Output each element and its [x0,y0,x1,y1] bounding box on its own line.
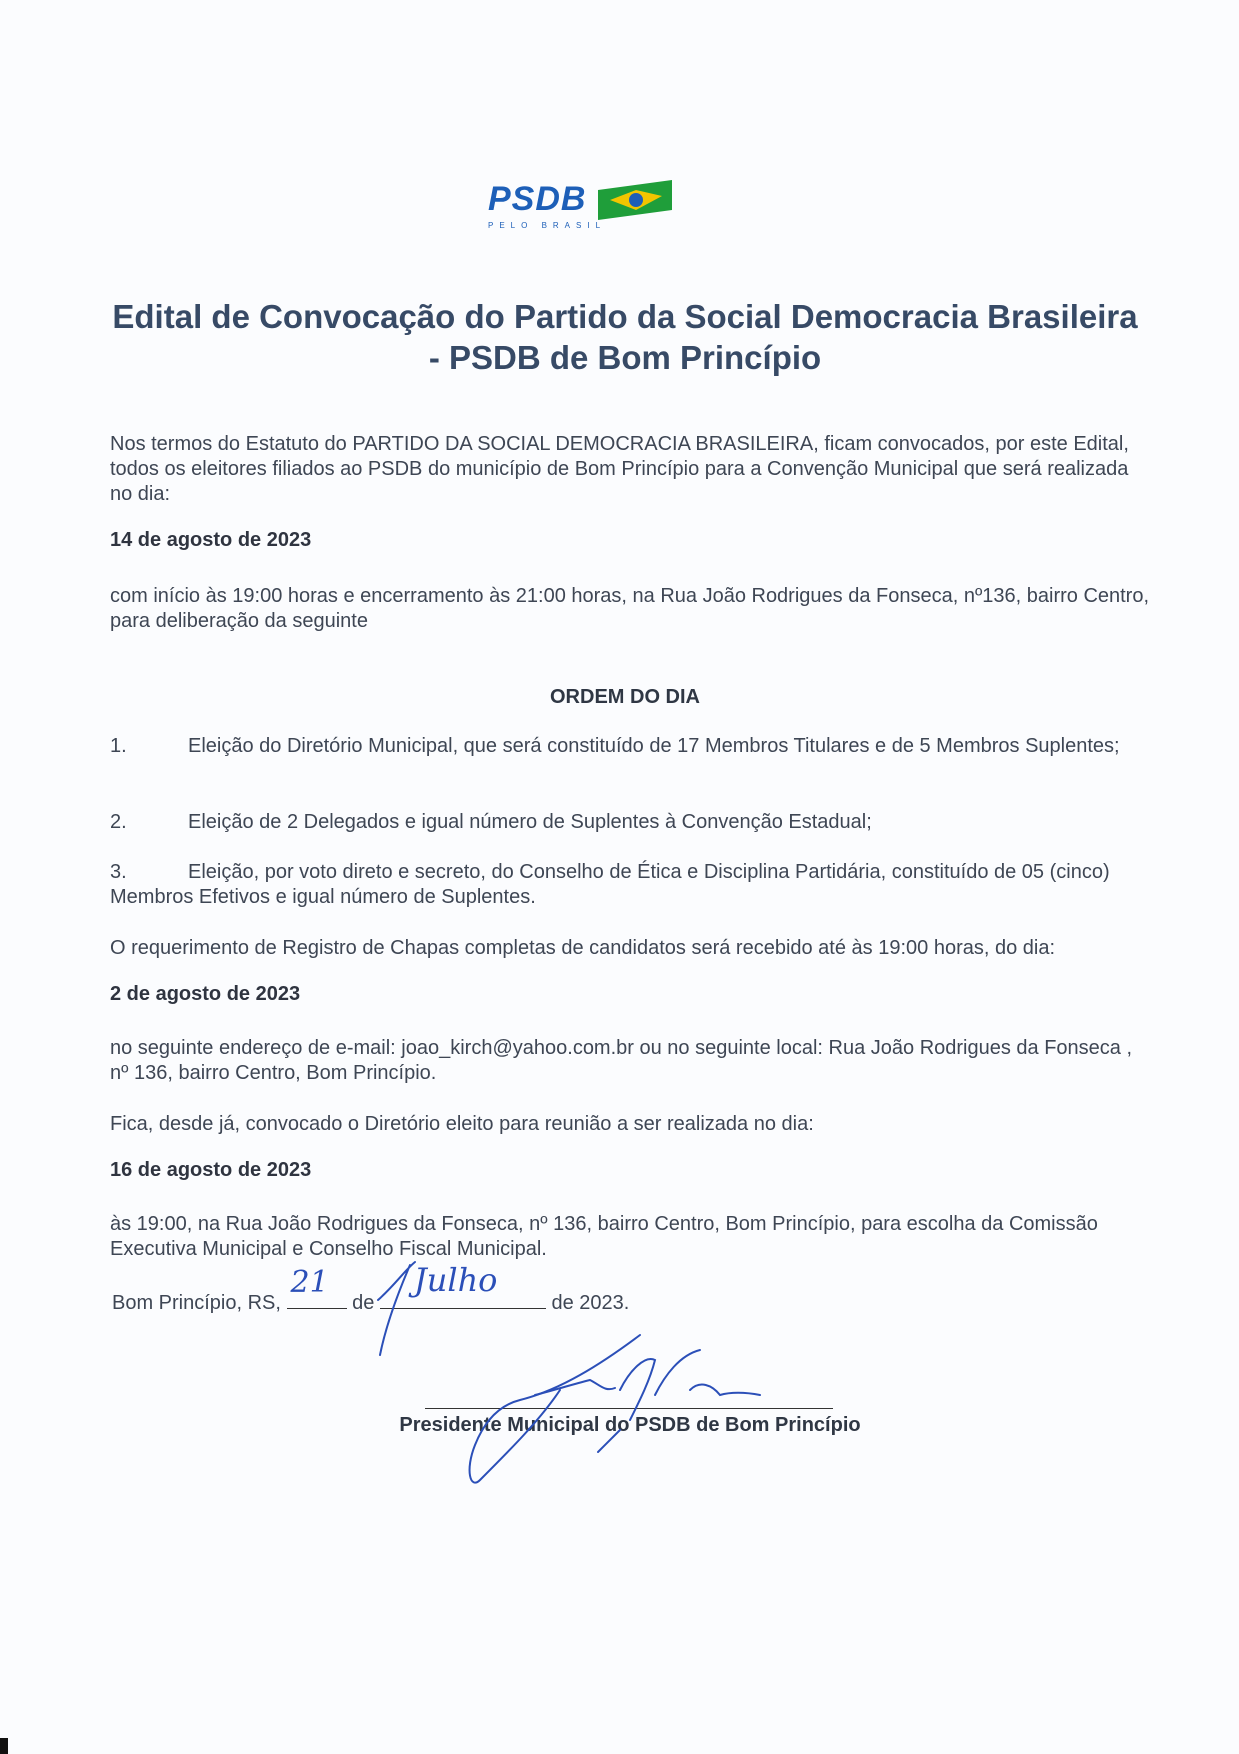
place-date-de: de [352,1292,375,1314]
place-date-suffix: de 2023. [551,1292,630,1314]
signature-line [425,1408,833,1409]
handwritten-day: 21 [290,1265,329,1300]
place-date-line [112,1261,1152,1316]
day-blank [287,1265,347,1309]
board-meeting-date: 16 de agosto de 2023 [110,1159,312,1181]
agenda-item-text: Eleição, por voto direto e secreto, do Conselho de Ética e Disciplina Partidária, constituído de 05 (cinco) Membros Efetivos e igual número de Suplentes. [110,861,1110,908]
board-meeting-details: às 19:00, na Rua João Rodrigues da Fonseca, nº 136, bairro Centro, Bom Princípio, para escolha da Comissão Executiva Municipal e Conselho Fiscal Municipal. [110,1213,1098,1260]
agenda-item [110,860,1150,910]
agenda-heading: ORDEM DO DIA [550,686,700,708]
agenda-item [110,734,1150,759]
agenda-item-number: 2. [110,811,127,833]
intro-paragraph: Nos termos do Estatuto do PARTIDO DA SOCIAL DEMOCRACIA BRASILEIRA, ficam convocados, por este Edital, todos os eleitores filiados ao PSDB do município de Bom Princípio para a Convenção Municipal que será realizada no dia: [110,433,1129,505]
registration-date: 2 de agosto de 2023 [110,983,301,1005]
board-meeting-text: Fica, desde já, convocado o Diretório eleito para reunião a ser realizada no dia: [110,1113,814,1135]
agenda-item-text: Eleição de 2 Delegados e igual número de Suplentes à Convenção Estadual; [188,811,872,833]
month-blank [380,1261,546,1309]
registration-place: no seguinte endereço de e-mail: joao_kirch@yahoo.com.br ou no seguinte local: Rua João Rodrigues da Fonseca , nº 136, bairro Centro, Bom Princípio. [110,1037,1133,1084]
svg-text:PELO BRASIL: PELO BRASIL [488,221,607,230]
signer-title: Presidente Municipal do PSDB de Bom Princípio [399,1414,861,1436]
place-date-prefix: Bom Princípio, RS, [112,1292,281,1314]
page-title: Edital de Convocação do Partido da Social Democracia Brasileira - PSDB de Bom Princípio [112,298,1138,376]
psdb-logo [486,176,676,232]
handwritten-month: Julho [413,1261,498,1299]
agenda-item-number: 3. [110,861,127,883]
agenda-item-text: Eleição do Diretório Municipal, que será constituído de 17 Membros Titulares e de 5 Membros Suplentes; [188,735,1120,757]
convention-date: 14 de agosto de 2023 [110,529,312,551]
agenda-item [110,810,1150,835]
scan-edge-mark [0,1738,8,1754]
svg-text:PSDB: PSDB [488,180,587,218]
convention-details: com início às 19:00 horas e encerramento às 21:00 horas, na Rua João Rodrigues da Fonseca, nº136, bairro Centro, para deliberação da seguinte [110,585,1150,632]
registration-text: O requerimento de Registro de Chapas completas de candidatos será recebido até às 19:00 horas, do dia: [110,937,1056,959]
agenda-item-number: 1. [110,735,127,757]
